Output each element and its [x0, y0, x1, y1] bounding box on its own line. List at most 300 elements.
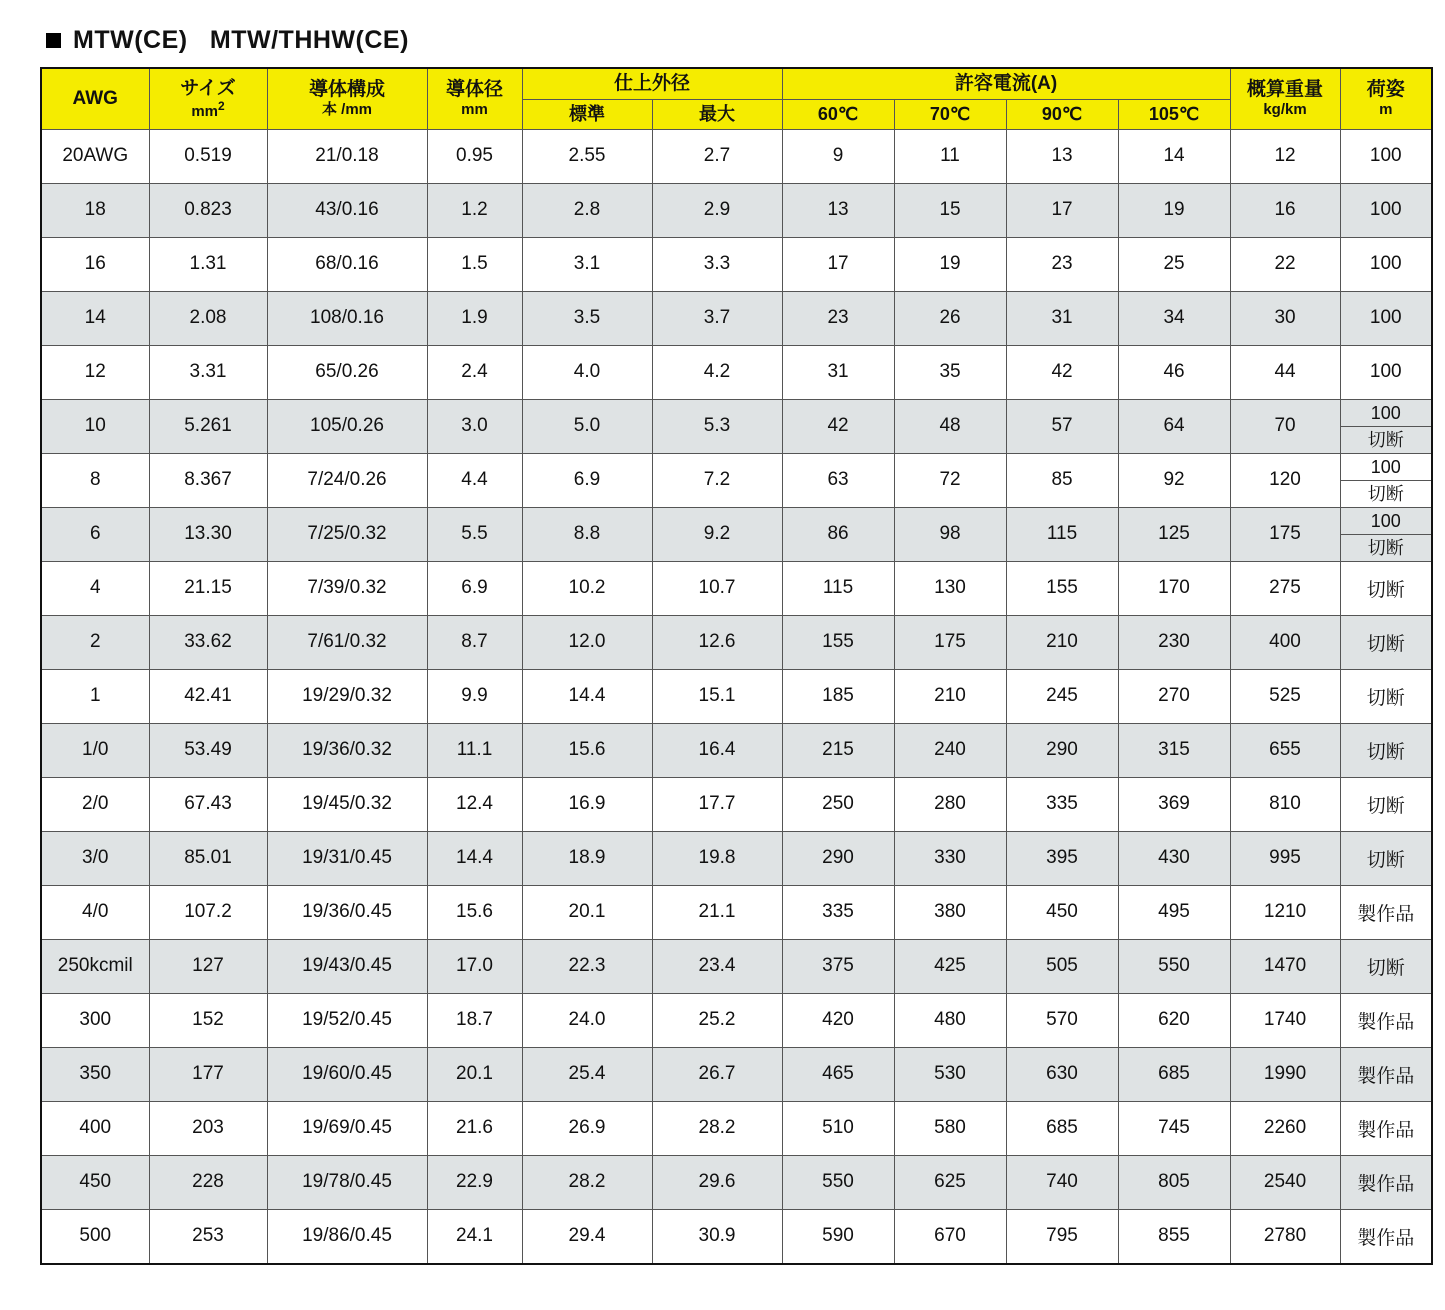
cell-amp-70: 175 — [894, 615, 1006, 669]
cell-diameter: 18.7 — [427, 993, 522, 1047]
cell-amp-60: 42 — [782, 399, 894, 453]
cell-amp-70: 580 — [894, 1101, 1006, 1155]
cable-spec-table — [40, 67, 1433, 1265]
cell-size: 8.367 — [149, 453, 267, 507]
cell-pack — [1340, 507, 1432, 561]
cell-outer-standard: 5.0 — [522, 399, 652, 453]
cell-size: 67.43 — [149, 777, 267, 831]
cell-awg: 500 — [41, 1209, 149, 1264]
header-outer-group: 仕上外径 — [522, 68, 782, 99]
cell-weight: 1210 — [1230, 885, 1340, 939]
cell-outer-standard: 3.5 — [522, 291, 652, 345]
cell-conductor: 68/0.16 — [267, 237, 427, 291]
cell-amp-60: 250 — [782, 777, 894, 831]
header-awg: AWG — [41, 68, 149, 129]
cell-outer-standard: 16.9 — [522, 777, 652, 831]
cell-amp-70: 48 — [894, 399, 1006, 453]
cell-size: 177 — [149, 1047, 267, 1101]
cell-pack: 切断 — [1340, 615, 1432, 669]
cell-conductor: 19/36/0.45 — [267, 885, 427, 939]
cell-outer-standard: 12.0 — [522, 615, 652, 669]
cell-pack-secondary: 切断 — [1367, 537, 1404, 558]
cell-outer-standard: 2.55 — [522, 129, 652, 183]
table-row — [41, 831, 1432, 885]
cell-weight: 2260 — [1230, 1101, 1340, 1155]
cell-amp-60: 23 — [782, 291, 894, 345]
cell-awg: 16 — [41, 237, 149, 291]
header-conductor-main: 導体構成 — [308, 79, 385, 101]
cell-amp-90: 740 — [1006, 1155, 1118, 1209]
cell-weight: 44 — [1230, 345, 1340, 399]
cell-weight: 120 — [1230, 453, 1340, 507]
cell-conductor: 65/0.26 — [267, 345, 427, 399]
cell-amp-90: 155 — [1006, 561, 1118, 615]
cell-outer-standard: 3.1 — [522, 237, 652, 291]
cell-outer-max: 7.2 — [652, 453, 782, 507]
cell-pack: 切断 — [1340, 723, 1432, 777]
cell-outer-max: 23.4 — [652, 939, 782, 993]
cell-outer-max: 21.1 — [652, 885, 782, 939]
cell-outer-standard: 22.3 — [522, 939, 652, 993]
cell-outer-standard: 26.9 — [522, 1101, 652, 1155]
cell-pack: 100 — [1340, 237, 1432, 291]
cell-amp-60: 335 — [782, 885, 894, 939]
cell-amp-105: 270 — [1118, 669, 1230, 723]
cell-diameter: 17.0 — [427, 939, 522, 993]
cell-conductor: 7/39/0.32 — [267, 561, 427, 615]
cell-amp-60: 215 — [782, 723, 894, 777]
cell-amp-60: 17 — [782, 237, 894, 291]
cell-awg: 6 — [41, 507, 149, 561]
cell-pack: 製作品 — [1340, 1047, 1432, 1101]
cell-size: 0.519 — [149, 129, 267, 183]
cell-pack: 製作品 — [1340, 885, 1432, 939]
cell-amp-105: 34 — [1118, 291, 1230, 345]
cell-amp-90: 23 — [1006, 237, 1118, 291]
cell-conductor: 19/69/0.45 — [267, 1101, 427, 1155]
cell-amp-70: 425 — [894, 939, 1006, 993]
cell-amp-105: 495 — [1118, 885, 1230, 939]
table-row — [41, 1047, 1432, 1101]
header-ampacity-group: 許容電流(A) — [782, 68, 1230, 99]
table-row — [41, 885, 1432, 939]
cell-conductor: 19/52/0.45 — [267, 993, 427, 1047]
cell-amp-90: 395 — [1006, 831, 1118, 885]
cell-awg: 2/0 — [41, 777, 149, 831]
cell-amp-90: 290 — [1006, 723, 1118, 777]
cell-amp-90: 42 — [1006, 345, 1118, 399]
cell-amp-60: 31 — [782, 345, 894, 399]
cell-amp-105: 620 — [1118, 993, 1230, 1047]
cell-outer-standard: 18.9 — [522, 831, 652, 885]
cell-diameter: 3.0 — [427, 399, 522, 453]
cell-amp-60: 420 — [782, 993, 894, 1047]
cell-pack-primary: 100 — [1341, 508, 1432, 535]
cell-awg: 10 — [41, 399, 149, 453]
cell-pack — [1340, 399, 1432, 453]
cell-awg: 250kcmil — [41, 939, 149, 993]
cell-size: 2.08 — [149, 291, 267, 345]
cell-conductor: 19/29/0.32 — [267, 669, 427, 723]
header-amp-90: 90℃ — [1006, 99, 1118, 129]
cell-amp-70: 15 — [894, 183, 1006, 237]
cell-amp-70: 625 — [894, 1155, 1006, 1209]
cell-awg: 400 — [41, 1101, 149, 1155]
cell-diameter: 22.9 — [427, 1155, 522, 1209]
cell-amp-90: 13 — [1006, 129, 1118, 183]
cell-amp-90: 245 — [1006, 669, 1118, 723]
cell-outer-standard: 2.8 — [522, 183, 652, 237]
cell-diameter: 1.2 — [427, 183, 522, 237]
cell-outer-max: 30.9 — [652, 1209, 782, 1264]
cell-outer-standard: 6.9 — [522, 453, 652, 507]
cell-size: 33.62 — [149, 615, 267, 669]
cell-size: 1.31 — [149, 237, 267, 291]
cell-amp-70: 240 — [894, 723, 1006, 777]
cell-amp-105: 170 — [1118, 561, 1230, 615]
cell-awg: 4/0 — [41, 885, 149, 939]
cell-diameter: 20.1 — [427, 1047, 522, 1101]
cell-weight: 2540 — [1230, 1155, 1340, 1209]
cell-pack: 切断 — [1340, 831, 1432, 885]
header-amp-70: 70℃ — [894, 99, 1006, 129]
header-weight — [1230, 68, 1340, 129]
cell-amp-70: 11 — [894, 129, 1006, 183]
cell-amp-70: 480 — [894, 993, 1006, 1047]
cell-weight: 810 — [1230, 777, 1340, 831]
cell-amp-70: 280 — [894, 777, 1006, 831]
header-outer-max: 最大 — [652, 99, 782, 129]
cell-outer-max: 12.6 — [652, 615, 782, 669]
cell-weight: 70 — [1230, 399, 1340, 453]
cell-amp-105: 92 — [1118, 453, 1230, 507]
cell-amp-90: 630 — [1006, 1047, 1118, 1101]
cell-amp-90: 570 — [1006, 993, 1118, 1047]
cell-conductor: 19/45/0.32 — [267, 777, 427, 831]
cell-conductor: 105/0.26 — [267, 399, 427, 453]
cell-amp-105: 685 — [1118, 1047, 1230, 1101]
cell-diameter: 11.1 — [427, 723, 522, 777]
cell-amp-60: 13 — [782, 183, 894, 237]
header-conductor — [267, 68, 427, 129]
cell-size: 228 — [149, 1155, 267, 1209]
cell-outer-standard: 20.1 — [522, 885, 652, 939]
cell-weight: 22 — [1230, 237, 1340, 291]
cell-awg: 18 — [41, 183, 149, 237]
cell-diameter: 9.9 — [427, 669, 522, 723]
cell-amp-105: 230 — [1118, 615, 1230, 669]
cell-awg: 2 — [41, 615, 149, 669]
table-row — [41, 561, 1432, 615]
cell-awg: 450 — [41, 1155, 149, 1209]
cell-diameter: 8.7 — [427, 615, 522, 669]
header-weight-unit: kg/km — [1263, 101, 1307, 119]
cell-outer-max: 9.2 — [652, 507, 782, 561]
cell-amp-105: 125 — [1118, 507, 1230, 561]
cell-conductor: 7/61/0.32 — [267, 615, 427, 669]
cell-amp-105: 315 — [1118, 723, 1230, 777]
cell-amp-60: 290 — [782, 831, 894, 885]
cell-pack: 100 — [1340, 129, 1432, 183]
cell-pack: 製作品 — [1340, 993, 1432, 1047]
cell-outer-max: 19.8 — [652, 831, 782, 885]
cell-amp-90: 115 — [1006, 507, 1118, 561]
cell-outer-max: 2.9 — [652, 183, 782, 237]
header-pack — [1340, 68, 1432, 129]
cell-amp-70: 330 — [894, 831, 1006, 885]
cell-amp-90: 505 — [1006, 939, 1118, 993]
cell-weight: 400 — [1230, 615, 1340, 669]
cell-awg: 8 — [41, 453, 149, 507]
cell-weight: 12 — [1230, 129, 1340, 183]
cell-outer-max: 15.1 — [652, 669, 782, 723]
cell-weight: 525 — [1230, 669, 1340, 723]
cell-weight: 2780 — [1230, 1209, 1340, 1264]
cell-size: 42.41 — [149, 669, 267, 723]
table-row — [41, 777, 1432, 831]
cell-awg: 14 — [41, 291, 149, 345]
cell-weight: 1470 — [1230, 939, 1340, 993]
header-conductor-unit: 本 /mm — [321, 101, 372, 119]
cell-amp-90: 31 — [1006, 291, 1118, 345]
cell-amp-60: 9 — [782, 129, 894, 183]
header-outer-standard: 標準 — [522, 99, 652, 129]
cell-conductor: 21/0.18 — [267, 129, 427, 183]
cell-pack: 切断 — [1340, 939, 1432, 993]
cell-size: 203 — [149, 1101, 267, 1155]
cell-amp-90: 795 — [1006, 1209, 1118, 1264]
cell-pack: 切断 — [1340, 777, 1432, 831]
page-title — [46, 26, 1409, 55]
table-body — [41, 129, 1432, 1264]
cell-size: 0.823 — [149, 183, 267, 237]
table-row — [41, 669, 1432, 723]
cell-size: 13.30 — [149, 507, 267, 561]
cell-weight: 1990 — [1230, 1047, 1340, 1101]
cell-conductor: 19/78/0.45 — [267, 1155, 427, 1209]
cell-amp-90: 210 — [1006, 615, 1118, 669]
cell-amp-70: 72 — [894, 453, 1006, 507]
cell-diameter: 0.95 — [427, 129, 522, 183]
cell-weight: 1740 — [1230, 993, 1340, 1047]
cell-pack: 100 — [1340, 183, 1432, 237]
cell-awg: 12 — [41, 345, 149, 399]
cell-diameter: 21.6 — [427, 1101, 522, 1155]
cell-awg: 1/0 — [41, 723, 149, 777]
table-row — [41, 615, 1432, 669]
header-size-main: サイズ — [180, 77, 236, 99]
cell-diameter: 6.9 — [427, 561, 522, 615]
cell-conductor: 43/0.16 — [267, 183, 427, 237]
cell-diameter: 1.5 — [427, 237, 522, 291]
header-diameter — [427, 68, 522, 129]
cell-amp-70: 670 — [894, 1209, 1006, 1264]
cell-diameter: 15.6 — [427, 885, 522, 939]
cell-awg: 3/0 — [41, 831, 149, 885]
cell-diameter: 1.9 — [427, 291, 522, 345]
header-diameter-unit: mm — [461, 101, 488, 119]
cell-pack-primary: 100 — [1341, 400, 1432, 427]
cell-amp-105: 745 — [1118, 1101, 1230, 1155]
cell-conductor: 108/0.16 — [267, 291, 427, 345]
cell-outer-standard: 8.8 — [522, 507, 652, 561]
header-diameter-main: 導体径 — [445, 79, 503, 101]
cell-outer-standard: 29.4 — [522, 1209, 652, 1264]
cell-amp-105: 369 — [1118, 777, 1230, 831]
cell-outer-max: 5.3 — [652, 399, 782, 453]
cell-outer-max: 4.2 — [652, 345, 782, 399]
table-row — [41, 183, 1432, 237]
cell-amp-70: 380 — [894, 885, 1006, 939]
cell-outer-standard: 28.2 — [522, 1155, 652, 1209]
table-row — [41, 723, 1432, 777]
cell-pack: 100 — [1340, 291, 1432, 345]
cell-diameter: 5.5 — [427, 507, 522, 561]
table-row — [41, 993, 1432, 1047]
cell-pack — [1340, 453, 1432, 507]
cell-weight: 175 — [1230, 507, 1340, 561]
cell-amp-70: 35 — [894, 345, 1006, 399]
table-header — [41, 68, 1432, 129]
cell-diameter: 2.4 — [427, 345, 522, 399]
cell-amp-90: 685 — [1006, 1101, 1118, 1155]
table-row — [41, 507, 1432, 561]
cell-conductor: 19/60/0.45 — [267, 1047, 427, 1101]
cell-weight: 995 — [1230, 831, 1340, 885]
cell-amp-60: 590 — [782, 1209, 894, 1264]
cell-pack: 切断 — [1340, 561, 1432, 615]
cell-pack: 製作品 — [1340, 1101, 1432, 1155]
cell-amp-105: 805 — [1118, 1155, 1230, 1209]
table-row — [41, 291, 1432, 345]
cell-conductor: 19/86/0.45 — [267, 1209, 427, 1264]
cell-amp-60: 155 — [782, 615, 894, 669]
cell-size: 152 — [149, 993, 267, 1047]
cell-amp-60: 375 — [782, 939, 894, 993]
table-header-row-1 — [41, 68, 1432, 99]
cell-pack: 製作品 — [1340, 1209, 1432, 1264]
cell-pack: 製作品 — [1340, 1155, 1432, 1209]
cell-amp-90: 85 — [1006, 453, 1118, 507]
cell-size: 253 — [149, 1209, 267, 1264]
cell-outer-max: 16.4 — [652, 723, 782, 777]
cell-amp-90: 57 — [1006, 399, 1118, 453]
cell-outer-max: 25.2 — [652, 993, 782, 1047]
cell-outer-max: 28.2 — [652, 1101, 782, 1155]
table-row — [41, 453, 1432, 507]
cell-conductor: 19/36/0.32 — [267, 723, 427, 777]
cell-amp-105: 855 — [1118, 1209, 1230, 1264]
cell-outer-standard: 10.2 — [522, 561, 652, 615]
cell-weight: 275 — [1230, 561, 1340, 615]
cell-awg: 350 — [41, 1047, 149, 1101]
cell-weight: 16 — [1230, 183, 1340, 237]
table-row — [41, 1155, 1432, 1209]
cell-amp-70: 26 — [894, 291, 1006, 345]
page-title-text: MTW(CE) MTW/THHW(CE) — [73, 26, 409, 54]
table-row — [41, 345, 1432, 399]
cell-outer-max: 2.7 — [652, 129, 782, 183]
cell-amp-60: 185 — [782, 669, 894, 723]
cell-awg: 20AWG — [41, 129, 149, 183]
cell-size: 107.2 — [149, 885, 267, 939]
cell-amp-105: 25 — [1118, 237, 1230, 291]
header-weight-main: 概算重量 — [1247, 79, 1324, 101]
cell-weight: 30 — [1230, 291, 1340, 345]
cell-diameter: 12.4 — [427, 777, 522, 831]
square-bullet-icon — [46, 33, 61, 48]
cell-amp-70: 530 — [894, 1047, 1006, 1101]
cell-outer-max: 3.7 — [652, 291, 782, 345]
cell-size: 5.261 — [149, 399, 267, 453]
cell-pack-secondary: 切断 — [1367, 429, 1404, 450]
cell-outer-max: 17.7 — [652, 777, 782, 831]
cell-size: 21.15 — [149, 561, 267, 615]
table-row — [41, 237, 1432, 291]
header-amp-105: 105℃ — [1118, 99, 1230, 129]
cell-outer-standard: 24.0 — [522, 993, 652, 1047]
cell-amp-60: 465 — [782, 1047, 894, 1101]
cell-diameter: 14.4 — [427, 831, 522, 885]
cell-amp-105: 19 — [1118, 183, 1230, 237]
header-size — [149, 68, 267, 129]
cell-amp-105: 14 — [1118, 129, 1230, 183]
cell-outer-max: 29.6 — [652, 1155, 782, 1209]
cell-amp-90: 450 — [1006, 885, 1118, 939]
cell-diameter: 4.4 — [427, 453, 522, 507]
table-row — [41, 129, 1432, 183]
header-pack-unit: m — [1379, 101, 1393, 119]
cell-weight: 655 — [1230, 723, 1340, 777]
cell-conductor: 19/43/0.45 — [267, 939, 427, 993]
cell-pack-primary: 100 — [1341, 454, 1432, 481]
cell-amp-70: 98 — [894, 507, 1006, 561]
cell-pack: 切断 — [1340, 669, 1432, 723]
cell-outer-standard: 4.0 — [522, 345, 652, 399]
cell-amp-60: 550 — [782, 1155, 894, 1209]
cell-outer-standard: 14.4 — [522, 669, 652, 723]
cell-amp-70: 130 — [894, 561, 1006, 615]
table-row — [41, 1101, 1432, 1155]
cell-awg: 4 — [41, 561, 149, 615]
cell-outer-max: 10.7 — [652, 561, 782, 615]
header-pack-main: 荷姿 — [1366, 79, 1405, 101]
cell-pack-secondary: 切断 — [1367, 483, 1404, 504]
cell-amp-105: 46 — [1118, 345, 1230, 399]
header-size-unit: $mm^2$ — [191, 98, 225, 120]
cell-pack: 100 — [1340, 345, 1432, 399]
header-amp-60: 60℃ — [782, 99, 894, 129]
cell-amp-105: 64 — [1118, 399, 1230, 453]
cell-amp-60: 63 — [782, 453, 894, 507]
cell-conductor: 19/31/0.45 — [267, 831, 427, 885]
cell-amp-70: 19 — [894, 237, 1006, 291]
cell-size: 85.01 — [149, 831, 267, 885]
cell-conductor: 7/24/0.26 — [267, 453, 427, 507]
cell-conductor: 7/25/0.32 — [267, 507, 427, 561]
cell-amp-70: 210 — [894, 669, 1006, 723]
cell-outer-standard: 15.6 — [522, 723, 652, 777]
cell-amp-60: 86 — [782, 507, 894, 561]
cell-amp-105: 550 — [1118, 939, 1230, 993]
cell-amp-60: 510 — [782, 1101, 894, 1155]
table-row — [41, 399, 1432, 453]
cell-diameter: 24.1 — [427, 1209, 522, 1264]
cell-size: 127 — [149, 939, 267, 993]
cell-size: 53.49 — [149, 723, 267, 777]
cell-amp-105: 430 — [1118, 831, 1230, 885]
cell-awg: 1 — [41, 669, 149, 723]
